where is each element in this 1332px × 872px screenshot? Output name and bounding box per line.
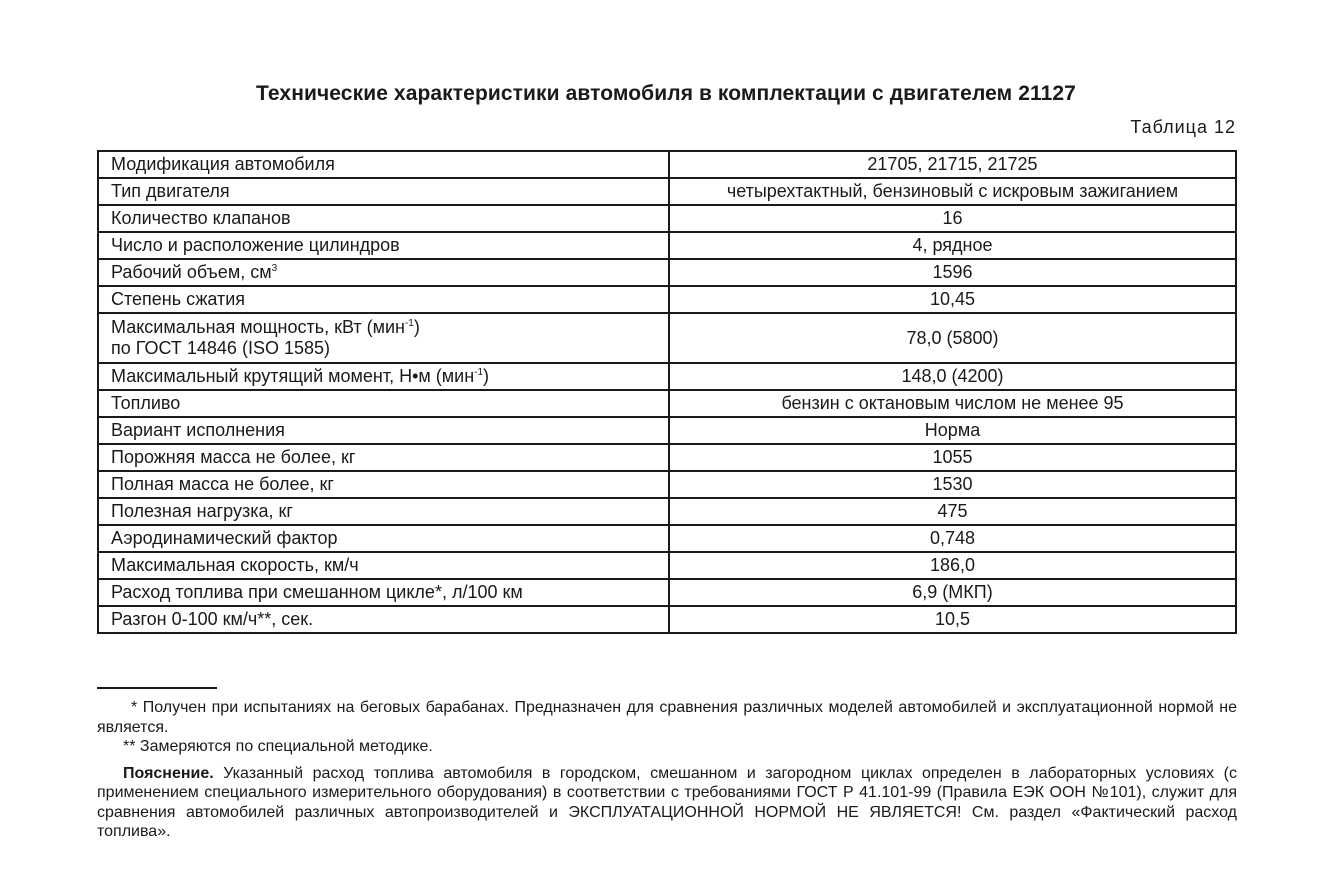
row-label: Полная масса не более, кг (98, 471, 669, 498)
table-number: Таблица 12 (1130, 117, 1236, 137)
table-row (98, 606, 1236, 633)
row-label-suffix: ) (483, 366, 490, 386)
explanation (97, 764, 1237, 842)
row-label: Максимальная скорость, км/ч (98, 552, 669, 579)
row-value: 16 (669, 205, 1236, 232)
row-value: 1055 (669, 444, 1236, 471)
table-row (98, 286, 1236, 313)
row-label-text: Максимальная мощность, кВт (мин (111, 317, 405, 337)
row-label-superscript: -1 (474, 367, 484, 378)
row-label: Аэродинамический фактор (98, 525, 669, 552)
explanation-text: Указанный расход топлива автомобиля в городском, смешанном и загородном циклах определен в лабораторных условиях (с применением специального измерительного оборудования) в соответствии с требованиями ГОСТ Р 41.101-99 (Правила ЕЭК ООН №101), служит для сравнения автомобилей различных автопроизводителей и ЭКСПЛУАТАЦИОННОЙ НОРМОЙ НЕ ЯВЛЯЕТСЯ! См. раздел «Фактический расход топлива». (97, 764, 1237, 840)
row-value: четырехтактный, бензиновый с искровым зажиганием (669, 178, 1236, 205)
row-value: 10,5 (669, 606, 1236, 633)
row-label: Топливо (98, 390, 669, 417)
row-value: Норма (669, 417, 1236, 444)
row-label (98, 259, 669, 286)
spec-table (97, 150, 1237, 634)
row-label-line2: по ГОСТ 14846 (ISO 1585) (111, 338, 330, 358)
row-label: Полезная нагрузка, кг (98, 498, 669, 525)
explanation-label: Пояснение. (123, 764, 214, 782)
row-label: Порожняя масса не более, кг (98, 444, 669, 471)
table-row (98, 151, 1236, 178)
table-row (98, 444, 1236, 471)
row-value: бензин с октановым числом не менее 95 (669, 390, 1236, 417)
footnote-1: * Получен при испытаниях на беговых барабанах. Предназначен для сравнения различных моделей автомобилей и эксплуатационной нормой не является. (97, 699, 1237, 736)
row-value: 148,0 (4200) (669, 363, 1236, 390)
row-label-suffix: ) (413, 317, 420, 337)
table-row (98, 178, 1236, 205)
table-row (98, 525, 1236, 552)
row-label: Разгон 0-100 км/ч**, сек. (98, 606, 669, 633)
row-value: 1596 (669, 259, 1236, 286)
page-title: Технические характеристики автомобиля в комплектации с двигателем 21127 (256, 82, 1076, 105)
footnote-divider (97, 687, 217, 689)
table-row (98, 471, 1236, 498)
table-row (98, 259, 1236, 286)
row-label: Расход топлива при смешанном цикле*, л/100 км (98, 579, 669, 606)
table-row (98, 232, 1236, 259)
row-label-superscript: -1 (404, 318, 414, 329)
table-row (98, 417, 1236, 444)
row-label: Число и расположение цилиндров (98, 232, 669, 259)
table-row (98, 552, 1236, 579)
row-value: 186,0 (669, 552, 1236, 579)
footnote-2: ** Замеряются по специальной методике. (123, 738, 433, 755)
row-label-superscript: 3 (271, 263, 278, 274)
row-label: Модификация автомобиля (98, 151, 669, 178)
row-label-text: Рабочий объем, см (111, 262, 272, 282)
row-value: 21705, 21715, 21725 (669, 151, 1236, 178)
table-row (98, 390, 1236, 417)
table-row (98, 205, 1236, 232)
row-label: Количество клапанов (98, 205, 669, 232)
row-label: Вариант исполнения (98, 417, 669, 444)
row-value: 0,748 (669, 525, 1236, 552)
table-row (98, 498, 1236, 525)
row-label: Степень сжатия (98, 286, 669, 313)
row-label (98, 363, 669, 390)
footnotes (97, 698, 1237, 842)
row-value: 10,45 (669, 286, 1236, 313)
row-label: Тип двигателя (98, 178, 669, 205)
row-value: 475 (669, 498, 1236, 525)
row-label (98, 313, 669, 363)
row-value: 6,9 (МКП) (669, 579, 1236, 606)
row-value: 1530 (669, 471, 1236, 498)
table-row (98, 313, 1236, 363)
row-label-text: Максимальный крутящий момент, Н•м (мин (111, 366, 475, 386)
table-row (98, 579, 1236, 606)
table-row (98, 363, 1236, 390)
row-value: 78,0 (5800) (669, 313, 1236, 363)
row-value: 4, рядное (669, 232, 1236, 259)
